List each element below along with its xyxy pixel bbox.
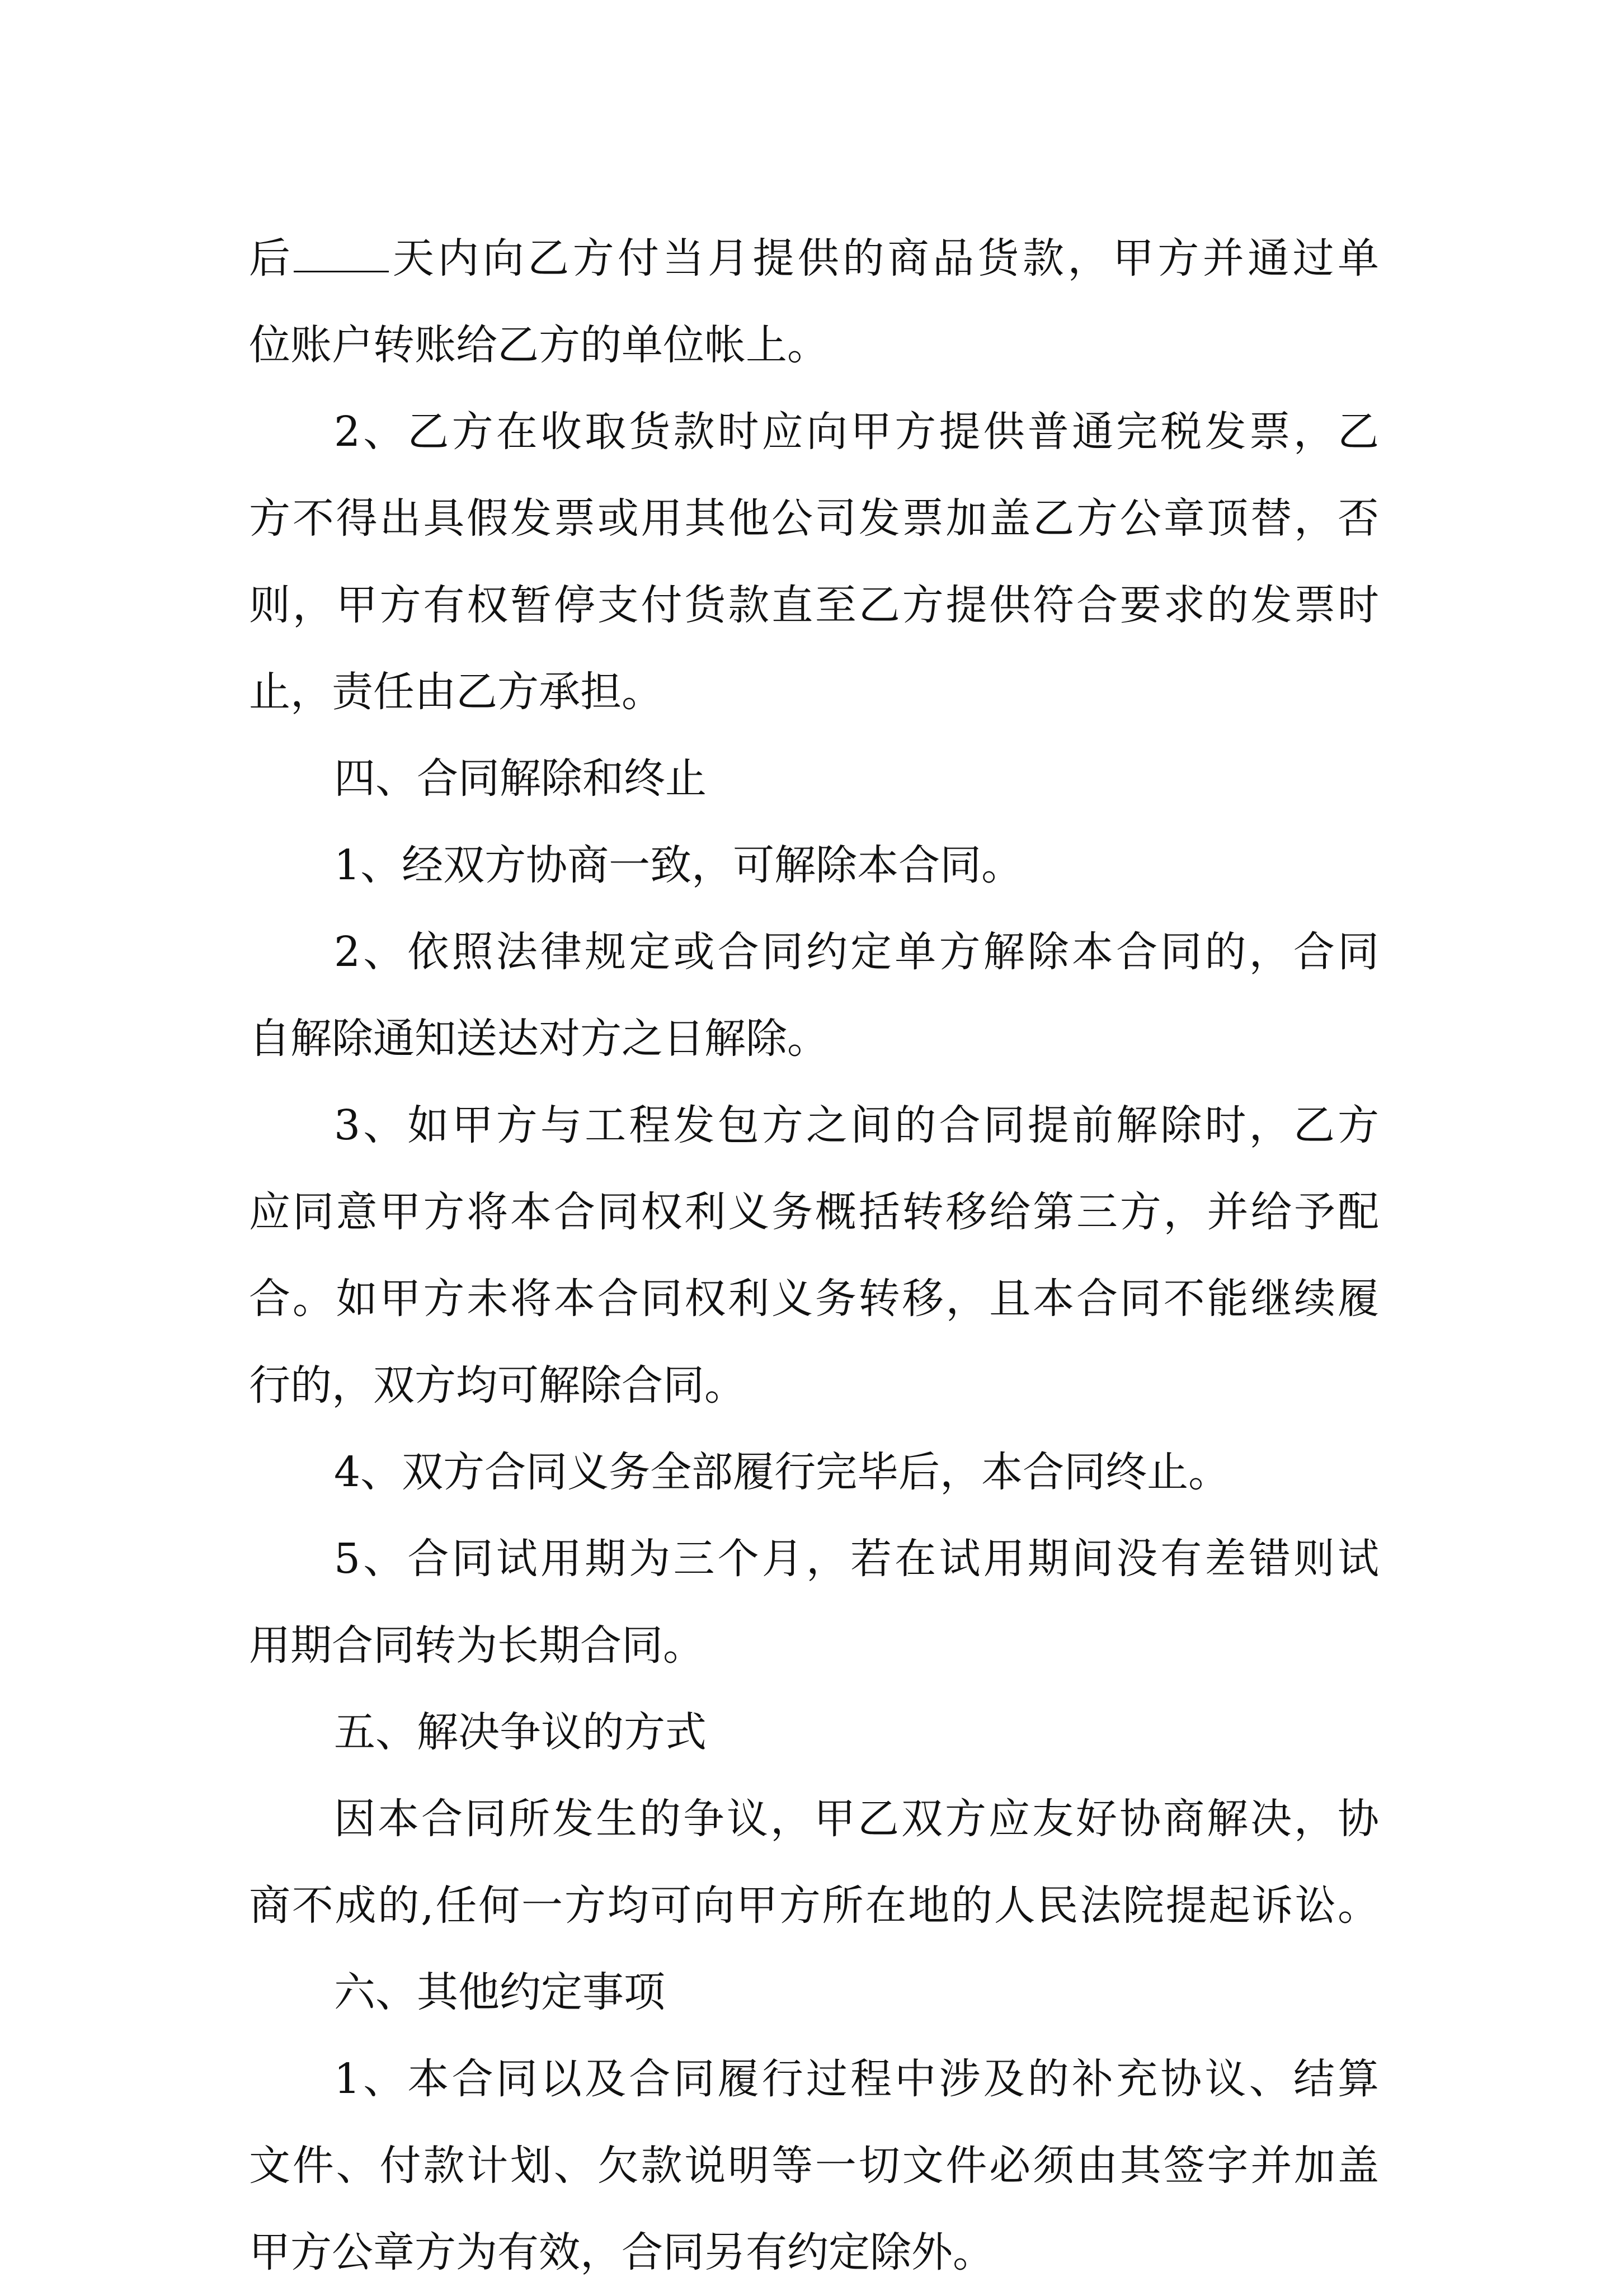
section-heading: 六、其他约定事项 xyxy=(334,1968,665,2016)
paragraph-line: 位账户转账给乙方的单位帐上。 xyxy=(249,321,829,369)
paragraph-line: 应同意甲方将本合同权利义务概括转移给第三方，并给予配 xyxy=(249,1188,1379,1236)
paragraph-line: 1、本合同以及合同履行过程中涉及的补充协议、结算 xyxy=(334,2055,1379,2103)
paragraph-line: 商不成的,任何一方均可向甲方所在地的人民法院提起诉讼。 xyxy=(249,1882,1379,1930)
paragraph-line: 止，责任由乙方承担。 xyxy=(249,668,663,716)
paragraph-line: 方不得出具假发票或用其他公司发票加盖乙方公章顶替，否 xyxy=(249,494,1379,543)
paragraph-line: 1、经双方协商一致，可解除本合同。 xyxy=(334,841,1023,889)
paragraph-line: 自解除通知送达对方之日解除。 xyxy=(249,1015,829,1063)
paragraph-line: 2、依照法律规定或合同约定单方解除本合同的，合同 xyxy=(334,928,1379,976)
paragraph-line: 行的，双方均可解除合同。 xyxy=(249,1361,746,1409)
paragraph-line: 合。如甲方未将本合同权利义务转移，且本合同不能继续履 xyxy=(249,1275,1379,1323)
paragraph-line: 5、合同试用期为三个月，若在试用期间没有差错则试 xyxy=(334,1535,1379,1583)
paragraph-line: 4、双方合同义务全部履行完毕后，本合同终止。 xyxy=(334,1448,1230,1496)
text-suffix: 天内向乙方付当月提供的商品货款，甲方并通过单 xyxy=(389,234,1379,282)
paragraph-line: 文件、付款计划、欠款说明等一切文件必须由其签字并加盖 xyxy=(249,2142,1379,2190)
paragraph-line: 2、乙方在收取货款时应向甲方提供普通完税发票，乙 xyxy=(334,408,1379,456)
paragraph-line: 甲方公章方为有效，合同另有约定除外。 xyxy=(249,2228,994,2276)
section-heading: 四、合同解除和终止 xyxy=(334,755,707,803)
text-prefix: 后 xyxy=(249,234,294,282)
paragraph-line: 用期合同转为长期合同。 xyxy=(249,1621,704,1670)
paragraph-line: 则，甲方有权暂停支付货款直至乙方提供符合要求的发票时 xyxy=(249,581,1379,629)
fill-in-blank xyxy=(294,237,389,272)
section-heading: 五、解决争议的方式 xyxy=(334,1708,707,1756)
document-page xyxy=(249,215,1379,2296)
paragraph-line xyxy=(249,215,1379,302)
paragraph-line: 因本合同所发生的争议，甲乙双方应友好协商解决，协 xyxy=(334,1795,1379,1843)
paragraph-line: 3、如甲方与工程发包方之间的合同提前解除时，乙方 xyxy=(334,1101,1379,1149)
